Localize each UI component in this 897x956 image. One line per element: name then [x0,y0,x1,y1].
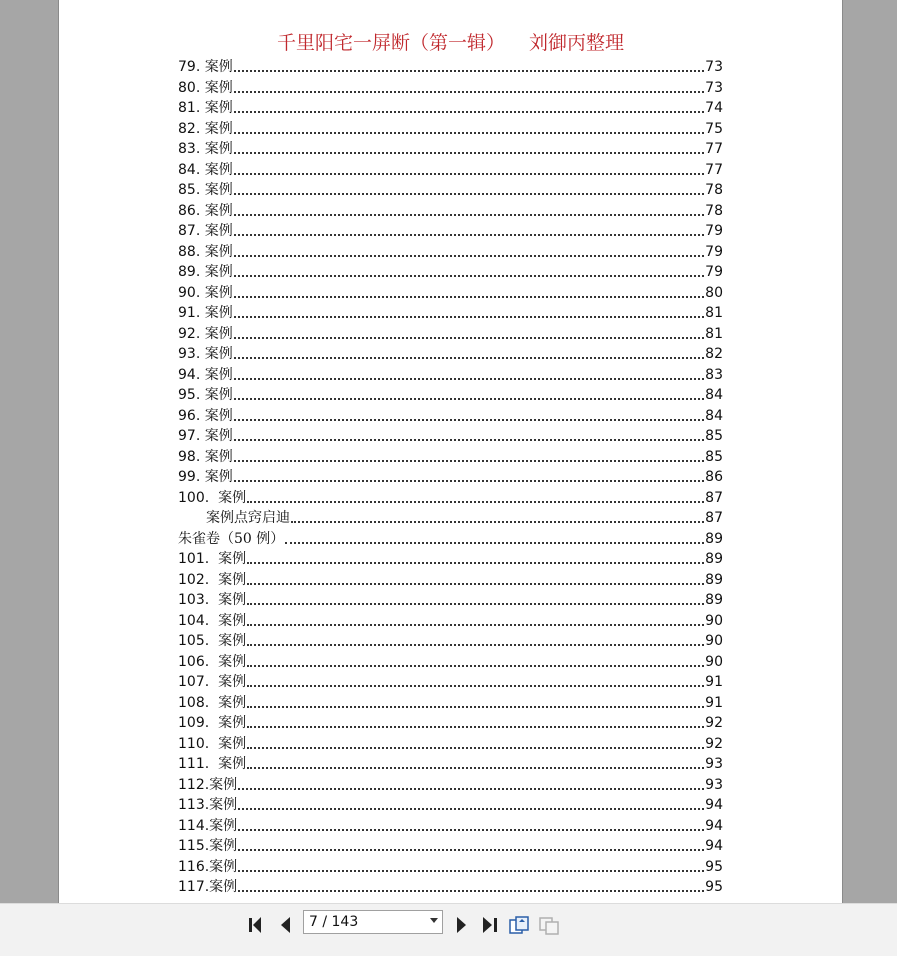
toc-entry-title: 案例 [209,817,238,834]
toc-entry-page: 82 [705,346,723,362]
toc-entry[interactable] [178,753,723,773]
toc-entry-number: 79. [178,59,205,75]
toc-entry[interactable] [178,77,723,97]
toc-leader-dots [234,439,704,441]
toc-entry[interactable] [178,364,723,384]
toc-leader-dots [234,70,704,72]
toc-entry-title: 案例 [204,120,233,137]
toc-entry-number: 83. [178,141,205,157]
toc-entry[interactable] [178,528,723,548]
toc-entry[interactable] [178,835,723,855]
toc-entry-number: 96. [178,407,205,424]
toc-entry[interactable] [178,569,723,589]
toc-entry-number: 106. [178,653,219,670]
toc-entry-page: 81 [705,325,723,342]
toc-entry-title: 案例 [218,694,247,711]
toc-entry-number: 93. [178,346,205,362]
toc-entry-title: 案例 [204,223,233,239]
toc-entry[interactable] [178,548,723,568]
toc-leader-dots [247,501,704,503]
toc-entry-page: 87 [705,489,723,506]
toc-entry-title: 案例 [209,776,238,793]
toc-entry-page: 93 [705,776,723,793]
toc-entry-title: 案例 [209,838,238,854]
toc-leader-dots [234,296,704,298]
navigation-toolbar [0,903,897,956]
toc-entry-page: 90 [705,653,723,670]
first-page-icon [246,914,268,936]
toc-entry-title: 案例 [204,264,233,280]
toc-entry-number: 88. [178,243,205,260]
toc-leader-dots [238,890,704,892]
toc-entry[interactable] [178,220,723,240]
toc-entry-page: 93 [705,756,723,772]
toc-entry[interactable] [178,712,723,732]
toc-entry-title: 案例 [218,735,247,752]
toc-entry-title: 案例 [218,571,247,588]
toc-entry[interactable] [178,159,723,179]
toc-entry-title: 案例 [209,858,238,875]
toc-entry-number: 108. [178,694,219,711]
pdf-page [58,0,843,903]
toc-entry-number: 117. [178,879,210,895]
toc-entry-number: 110. [178,735,219,752]
toc-leader-dots [234,419,704,421]
toc-entry[interactable] [178,118,723,138]
toc-entry-title: 案例 [204,284,233,301]
toc-entry-title: 案例 [204,387,233,403]
toc-leader-dots [247,726,704,728]
toc-entry-title: 案例 [218,653,247,670]
toc-entry-number: 115. [178,838,210,854]
toc-entry-page: 95 [705,858,723,875]
toc-entry-page: 79 [705,243,723,260]
toc-leader-dots [234,460,704,462]
toc-entry-page: 79 [705,223,723,239]
toc-entry-title: 案例 [204,161,233,178]
next-page-button[interactable] [450,914,472,936]
toc-leader-dots [234,234,704,236]
page-header [59,28,842,55]
continuous-view-icon [538,914,560,936]
toc-leader-dots [238,788,704,790]
toc-entry-number: 94. [178,366,205,383]
toc-leader-dots [247,767,704,769]
toc-entry[interactable] [178,200,723,220]
toc-entry-title: 案例 [218,633,247,649]
toc-entry[interactable] [178,425,723,445]
toc-entry-page: 92 [705,715,723,731]
toc-entry[interactable] [178,179,723,199]
toc-entry-page: 89 [705,592,723,608]
toc-entry-number: 85. [178,182,205,198]
toc-leader-dots [234,337,704,339]
toc-leader-dots [238,808,704,810]
toc-entry[interactable] [178,282,723,302]
toc-entry[interactable] [178,97,723,117]
page-number-select[interactable] [303,910,443,934]
toc-entry-page: 94 [705,817,723,834]
toc-entry-title: 案例 [204,141,233,157]
toc-entry-page: 87 [705,510,723,526]
toc-entry-number: 90. [178,284,205,301]
document-title: 千里阳宅一屏断（第一辑） [276,32,505,54]
toc-entry-page: 80 [705,284,723,301]
toc-entry-page: 73 [705,59,723,75]
toc-entry-title: 案例 [204,182,233,198]
toc-leader-dots [247,562,704,564]
toc-entry-page: 78 [705,182,723,198]
toc-entry-page: 77 [705,141,723,157]
toc-entry-title: 案例 [218,756,247,772]
toc-leader-dots [234,398,704,400]
toc-entry-title: 案例 [204,366,233,383]
toc-entry[interactable] [178,384,723,404]
toc-entry-number: 104. [178,612,219,629]
toc-entry-page: 92 [705,735,723,752]
toc-entry-title: 案例 [204,59,233,75]
prev-page-button[interactable] [275,914,297,936]
toc-entry-page: 85 [705,428,723,444]
toc-entry[interactable] [178,815,723,835]
toc-entry-number: 101. [178,551,219,567]
last-page-icon [478,914,500,936]
toc-leader-dots [247,685,704,687]
toc-entry-page: 95 [705,879,723,895]
toc-entry-page: 89 [705,530,723,547]
toc-leader-dots [247,603,704,605]
toc-leader-dots [234,132,704,134]
toc-leader-dots [247,624,704,626]
toc-entry[interactable] [178,343,723,363]
toc-entry-page: 89 [705,571,723,588]
toc-entry-title: 案例 [204,79,233,96]
prev-page-icon [275,914,297,936]
toc-entry-number: 87. [178,223,205,239]
toc-entry-number: 103. [178,592,219,608]
toc-entry[interactable] [178,446,723,466]
toc-entry-page: 78 [705,202,723,219]
toc-entry-title: 朱雀卷（50 例） [178,530,285,547]
toc-entry-number: 82. [178,120,205,137]
toc-leader-dots [247,665,704,667]
toc-entry[interactable] [178,630,723,650]
document-author: 刘御丙整理 [529,32,625,54]
toc-entry-page: 91 [705,694,723,711]
toc-leader-dots [234,111,704,113]
toc-leader-dots [247,583,704,585]
toc-entry-title: 案例 [204,305,233,321]
toc-entry-number: 107. [178,674,219,690]
toc-entry-number: 92. [178,325,205,342]
toc-entry[interactable] [178,323,723,343]
last-page-button[interactable] [478,914,500,936]
toc-entry-page: 84 [705,387,723,403]
toc-entry-page: 94 [705,797,723,813]
toc-entry[interactable] [206,507,723,527]
toc-entry-number: 80. [178,79,205,96]
toc-entry[interactable] [178,261,723,281]
toc-entry-number: 84. [178,161,205,178]
toc-entry-number: 95. [178,387,205,403]
toc-entry-page: 85 [705,448,723,465]
toc-entry[interactable] [178,876,723,896]
toc-entry-page: 81 [705,305,723,321]
toc-entry[interactable] [178,692,723,712]
toc-entry-number: 109. [178,715,219,731]
single-page-view-button[interactable] [508,914,530,936]
toc-entry-title: 案例 [204,100,233,116]
toc-entry[interactable] [178,487,723,507]
toc-leader-dots [285,542,704,544]
toc-entry[interactable] [178,774,723,794]
toc-leader-dots [238,829,704,831]
first-page-button[interactable] [246,914,268,936]
toc-leader-dots [234,357,704,359]
toc-leader-dots [234,255,704,257]
toc-entry-page: 89 [705,551,723,567]
page-indicator: 7 / 143 [309,914,359,930]
toc-leader-dots [234,152,704,154]
toc-entry-number: 98. [178,448,205,465]
toc-entry[interactable] [178,651,723,671]
toc-entry-page: 83 [705,366,723,383]
toc-entry[interactable] [178,610,723,630]
toc-entry[interactable] [178,466,723,486]
toc-entry-number: 111. [178,756,219,772]
toc-entry[interactable] [178,856,723,876]
toc-entry-page: 91 [705,674,723,690]
toc-entry[interactable] [178,794,723,814]
toc-entry-title: 案例 [204,428,233,444]
toc-entry-number: 112. [178,776,210,793]
single-page-view-icon [508,914,530,936]
toc-leader-dots [291,521,704,523]
toc-entry-number: 81. [178,100,205,116]
toc-entry-page: 94 [705,838,723,854]
toc-leader-dots [247,706,704,708]
chevron-down-icon [430,918,438,923]
next-page-icon [450,914,472,936]
toc-entry-number: 102. [178,571,219,588]
toc-entry-page: 75 [705,120,723,137]
toc-leader-dots [234,173,704,175]
toc-entry-title: 案例 [218,612,247,629]
toc-entry-title: 案例点窍启迪 [206,510,290,526]
toc-leader-dots [234,275,704,277]
toc-entry[interactable] [178,589,723,609]
toc-entry-number: 97. [178,428,205,444]
toc-entry-number: 114. [178,817,210,834]
toc-leader-dots [234,214,704,216]
toc-entry-title: 案例 [218,489,247,506]
toc-entry-page: 90 [705,633,723,649]
toc-entry-page: 79 [705,264,723,280]
toc-entry-page: 73 [705,79,723,96]
toc-entry-page: 84 [705,407,723,424]
toc-leader-dots [247,644,704,646]
toc-entry-title: 案例 [204,243,233,260]
toc-entry[interactable] [178,733,723,753]
toc-entry-title: 案例 [218,715,247,731]
toc-leader-dots [238,849,704,851]
toc-entry[interactable] [178,56,723,76]
toc-leader-dots [234,378,704,380]
toc-entry-title: 案例 [218,674,247,690]
toc-entry[interactable] [178,671,723,691]
toc-entry-number: 116. [178,858,210,875]
toc-entry-number: 99. [178,469,205,485]
continuous-view-button[interactable] [538,914,560,936]
toc-leader-dots [238,870,704,872]
toc-leader-dots [234,316,704,318]
toc-entry-title: 案例 [218,592,247,608]
toc-entry-title: 案例 [204,325,233,342]
toc-entry-number: 113. [178,797,210,813]
toc-entry[interactable] [178,241,723,261]
toc-leader-dots [234,480,704,482]
toc-leader-dots [234,91,704,93]
toc-entry-number: 105. [178,633,219,649]
toc-entry-title: 案例 [204,202,233,219]
toc-entry-page: 86 [705,469,723,485]
toc-entry[interactable] [178,302,723,322]
toc-leader-dots [234,193,704,195]
toc-entry[interactable] [178,138,723,158]
toc-entry-page: 90 [705,612,723,629]
toc-entry-title: 案例 [204,448,233,465]
toc-entry-title: 案例 [209,797,238,813]
toc-entry[interactable] [178,405,723,425]
toc-entry-page: 77 [705,161,723,178]
toc-entry-title: 案例 [209,879,238,895]
toc-entry-title: 案例 [204,407,233,424]
toc-entry-number: 89. [178,264,205,280]
toc-entry-title: 案例 [218,551,247,567]
toc-entry-title: 案例 [204,346,233,362]
toc-entry-number: 91. [178,305,205,321]
toc-leader-dots [247,747,704,749]
toc-entry-number: 86. [178,202,205,219]
toc-entry-number: 100. [178,489,219,506]
toc-entry-page: 74 [705,100,723,116]
toc-entry-title: 案例 [204,469,233,485]
